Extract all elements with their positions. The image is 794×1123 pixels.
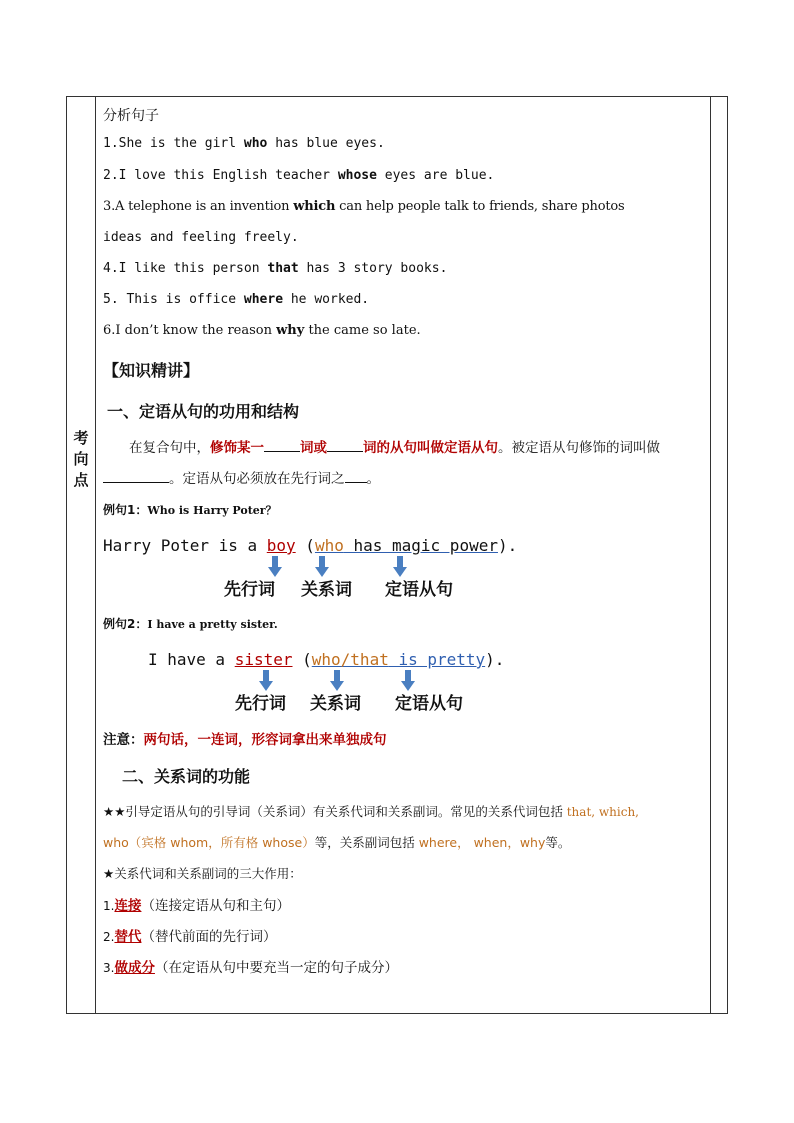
function-item-1: 1.连接（连接定语从句和主句）: [103, 898, 290, 914]
function-item-3: 3.做成分（在定语从句中要充当一定的句子成分）: [103, 960, 398, 976]
table-border-right: [727, 96, 728, 1013]
sentence-1: 1.She is the girl who has blue eyes.: [103, 136, 385, 151]
relative-word: who/that: [311, 650, 389, 669]
example2-caption: 例句2：I have a pretty sister.: [103, 617, 278, 631]
blank: [264, 439, 300, 452]
note: 注意：两句话，一连词，形容词拿出来单独成句: [103, 732, 387, 748]
sentence-3-cont: ideas and feeling freely.: [103, 230, 299, 245]
example2-sentence: I have a sister (who/that is pretty).: [148, 650, 505, 669]
example1-sentence: Harry Poter is a boy (who has magic power).: [103, 536, 518, 555]
label-antecedent: 先行词: [224, 580, 275, 600]
section1-para2: 。定语从句必须放在先行词之 。: [103, 467, 380, 487]
sentence-4: 4.I like this person that has 3 story books.: [103, 261, 448, 276]
section2-para3: ★关系代词和关系副词的三大作用：: [103, 866, 302, 881]
section2-para1: ★★引导定语从句的引导词（关系词）有关系代词和关系副词。常见的关系代词包括 that, which,: [103, 804, 639, 819]
sentence-3: 3.A telephone is an invention which can help people talk to friends, share photos: [103, 199, 625, 214]
label-clause: 定语从句: [395, 694, 463, 714]
table-border-col1: [95, 96, 96, 1013]
section2-heading: 二、关系词的功能: [122, 767, 251, 786]
clause: is pretty: [388, 650, 486, 669]
section1-heading: 一、定语从句的功用和结构: [107, 402, 300, 421]
sentence-2: 2.I love this English teacher whose eyes are blue.: [103, 168, 495, 183]
side-label: 考 向 点: [73, 429, 89, 489]
blank: [345, 470, 367, 483]
sentence-5: 5. This is office where he worked.: [103, 292, 370, 307]
antecedent: sister: [234, 650, 293, 669]
relative-word: who: [314, 536, 344, 555]
function-item-2: 2.替代（替代前面的先行词）: [103, 929, 277, 945]
label-relative: 关系词: [310, 694, 361, 714]
blank: [103, 470, 169, 483]
knowledge-title: 【知识精讲】: [103, 361, 200, 380]
blank: [327, 439, 363, 452]
section1-para1: 在复合句中，修饰某一 词或 词的从句叫做定语从句。被定语从句修饰的词叫做: [129, 440, 660, 456]
label-relative: 关系词: [301, 580, 352, 600]
example1-caption: 例句1：Who is Harry Poter？: [103, 503, 277, 517]
label-clause: 定语从句: [385, 580, 453, 600]
label-antecedent: 先行词: [235, 694, 286, 714]
sentence-6: 6.I don’t know the reason why the came so late.: [103, 323, 421, 338]
analysis-title: 分析句子: [103, 108, 159, 124]
table-border-col2: [710, 96, 711, 1013]
clause: has magic power: [343, 536, 498, 555]
antecedent: boy: [266, 536, 296, 555]
table-border-left: [66, 96, 67, 1013]
section2-para2: who（宾格 whom，所有格 whose）等，关系副词包括 where， when，why等。: [103, 835, 571, 850]
